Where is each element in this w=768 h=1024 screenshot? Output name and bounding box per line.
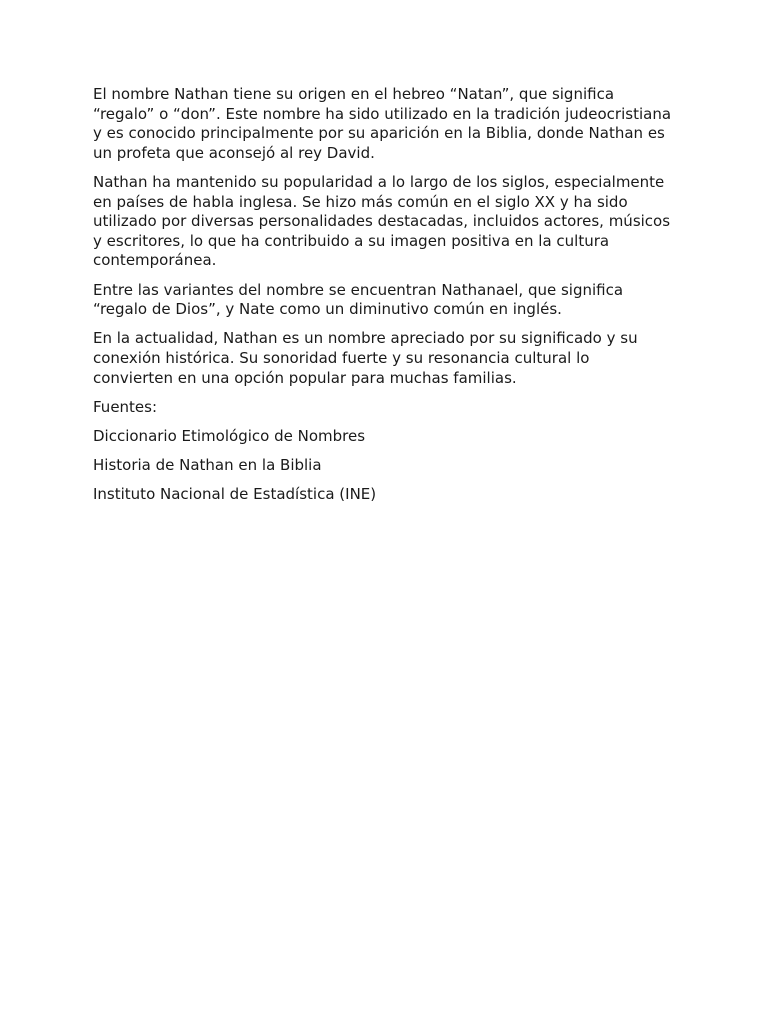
document-body bbox=[93, 85, 673, 514]
paragraph-popularity: Nathan ha mantenido su popularidad a lo largo de los siglos, especialmente en países de habla inglesa. Se hizo más común en el siglo XX y ha sido utilizado por diversas personalidades destacadas, incluidos actores, músicos y escritores, lo que ha contribuido a su imagen positiva en la cultura contemporánea. bbox=[93, 172, 671, 270]
paragraph-variants: Entre las variantes del nombre se encuentran Nathanael, que significa “regalo de Dios”, y Nate como un diminutivo común en inglés. bbox=[93, 280, 624, 319]
source-item-ine: Instituto Nacional de Estadística (INE) bbox=[93, 485, 377, 504]
paragraph-origin: El nombre Nathan tiene su origen en el hebreo “Natan”, que significa “regalo” o “don”. Este nombre ha sido utilizado en la tradición judeocristiana y es conocido principalmente por su aparición en la Biblia, donde Nathan es un profeta que aconsejó al rey David. bbox=[93, 85, 672, 162]
sources-heading: Fuentes: bbox=[93, 397, 158, 416]
source-item-dictionary: Diccionario Etimológico de Nombres bbox=[93, 426, 366, 445]
source-item-bible-history: Historia de Nathan en la Biblia bbox=[93, 456, 322, 475]
paragraph-current: En la actualidad, Nathan es un nombre apreciado por su significado y su conexión histórica. Su sonoridad fuerte y su resonancia cultural lo convierten en una opción popular para muchas familias. bbox=[93, 329, 638, 387]
